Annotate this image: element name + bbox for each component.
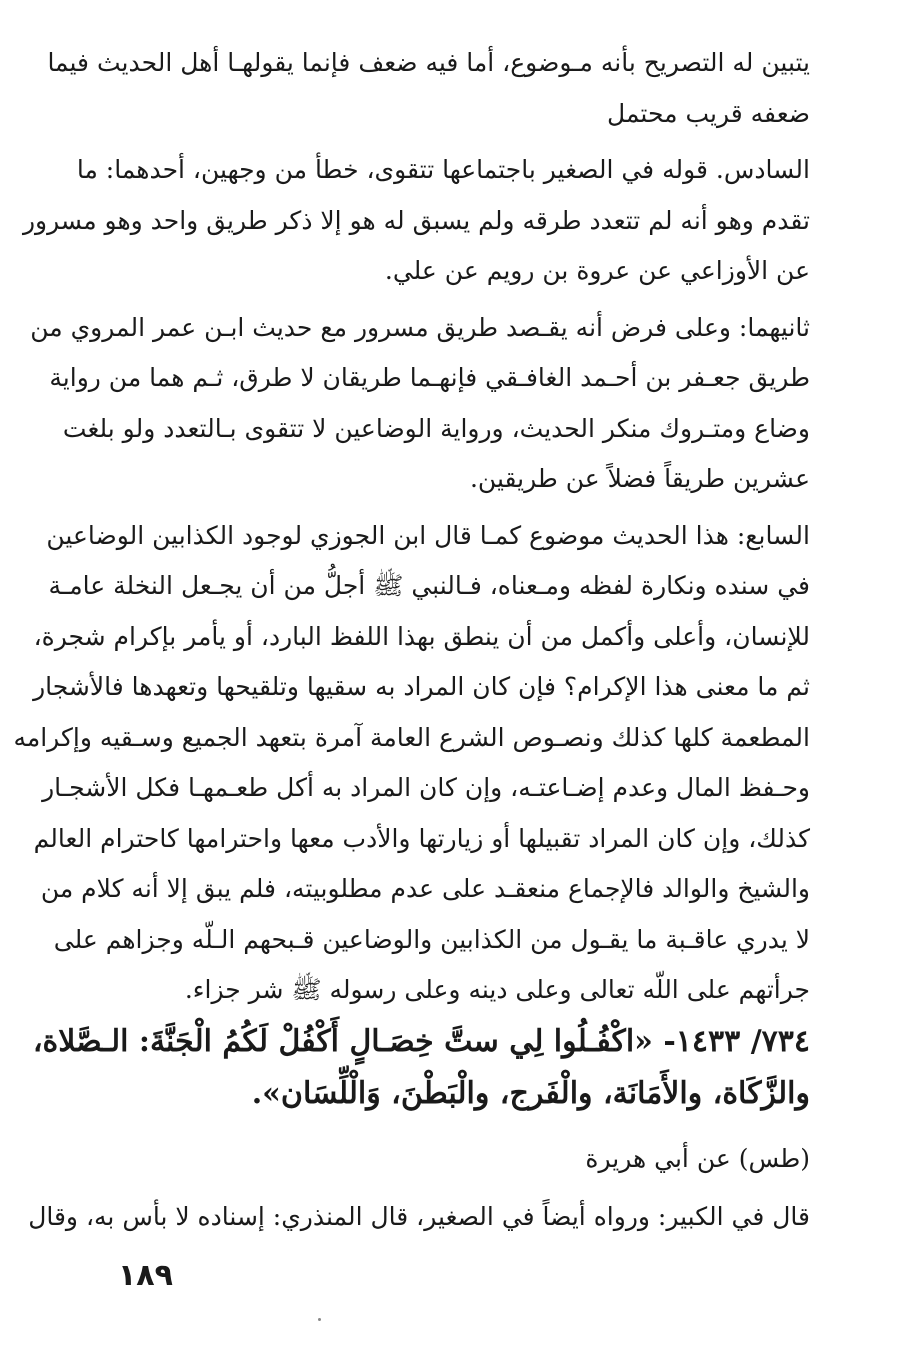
paragraph-seventh bbox=[13, 511, 810, 1016]
hadith-line: ٧٣٤/ ١٤٣٣- «اكْفُـلُوا لِي ستَّ خِصَـالٍ أَكْفُلْ لَكُمُ الْجَنَّةَ: الـصَّلاة، bbox=[32, 1023, 810, 1059]
text-line: السابع: هذا الحديث موضوع كمـا قال ابن الجوزي لوجود الكذابين الوضاعين bbox=[46, 520, 810, 550]
paragraph-final bbox=[28, 1192, 810, 1243]
text-line: طريق جعـفر بن أحـمد الغافـقي فإنهـما طريقان لا طرق، ثـم هما من رواية bbox=[49, 363, 810, 392]
text-line: ثم ما معنى هذا الإكرام؟ فإن كان المراد به سقيها وتلقيحها وتعهدها فالأشجار bbox=[33, 672, 810, 701]
text-line: ضعفه قريب محتمل bbox=[607, 98, 810, 128]
text-line: للإنسان، وأعلى وأكمل من أن ينطق بهذا اللفظ البارد، أو يأمر بإكرام شجرة، bbox=[33, 621, 810, 651]
paragraph-second-point bbox=[30, 303, 810, 505]
scan-speck bbox=[318, 1318, 321, 1321]
text-line: عشرين طريقاً فضلاً عن طريقين. bbox=[469, 464, 810, 493]
text-line: المطعمة كلها كذلك ونصـوص الشرع العامة آمرة بتعهد الجميع وسـقيه وإكرامه bbox=[13, 722, 810, 752]
text-line: السادس. قوله في الصغير باجتماعها تتقوى، خطأ من وجهين، أحدهما: ما bbox=[76, 155, 810, 184]
source-line: (طس) عن أبي هريرة bbox=[585, 1143, 810, 1173]
text-line: والشيخ والوالد فالإجماع منعقـد على عدم مطلوبيته، فلم يبق إلا أنه كلام من bbox=[40, 874, 810, 903]
text-line: في سنده ونكارة لفظه ومـعناه، فـالنبي ﷺ أجلُّ من أن يجـعل النخلة عامـة bbox=[48, 571, 810, 600]
page-body bbox=[13, 38, 810, 1243]
text-line: يتبين له التصريح بأنه مـوضوع، أما فيه ضعف فإنما يقولهـا أهل الحديث فيما bbox=[47, 48, 810, 77]
text-line: وحـفظ المال وعدم إضـاعتـه، وإن كان المراد به أكل طعـمهـا فكل الأشجـار bbox=[42, 773, 810, 802]
text-line: تقدم وهو أنه لم تتعدد طرقه ولم يسبق له هو إلا ذكر طريق واحد وهو مسرور bbox=[22, 205, 810, 235]
hadith-text bbox=[32, 1016, 810, 1120]
hadith-source bbox=[100, 1134, 810, 1185]
text-line: جرأتهم على اللّه تعالى وعلى دينه وعلى رسوله ﷺ شر جزاء. bbox=[184, 975, 810, 1004]
text-line: ثانيهما: وعلى فرض أنه يقـصد طريق مسرور مع حديث ابـن عمر المروي من bbox=[30, 312, 810, 342]
text-line: لا يدري عاقـبة ما يقـول من الكذابين والوضاعين قـبحهم الـلّه وجزاهم على bbox=[53, 924, 810, 954]
page-number: ١٨٩ bbox=[118, 1258, 173, 1293]
text-line: كذلك، وإن كان المراد تقبيلها أو زيارتها والأدب معها واحترامها كاحترام العالم bbox=[33, 823, 810, 853]
text-line: عن الأوزاعي عن عروة بن رويم عن علي. bbox=[384, 256, 810, 285]
paragraph-intro bbox=[47, 38, 810, 139]
hadith-line: والزَّكَاة، والأَمَانَة، والْفَرج، والْبَطْنَ، وَالْلِّسَان». bbox=[251, 1075, 810, 1111]
text-line: وضاع ومتـروك منكر الحديث، ورواية الوضاعين لا تتقوى بـالتعدد ولو بلغت bbox=[62, 413, 810, 443]
text-line: قال في الكبير: ورواه أيضاً في الصغير، قال المنذري: إسناده لا بأس به، وقال bbox=[28, 1202, 810, 1231]
paragraph-sixth bbox=[22, 145, 810, 297]
